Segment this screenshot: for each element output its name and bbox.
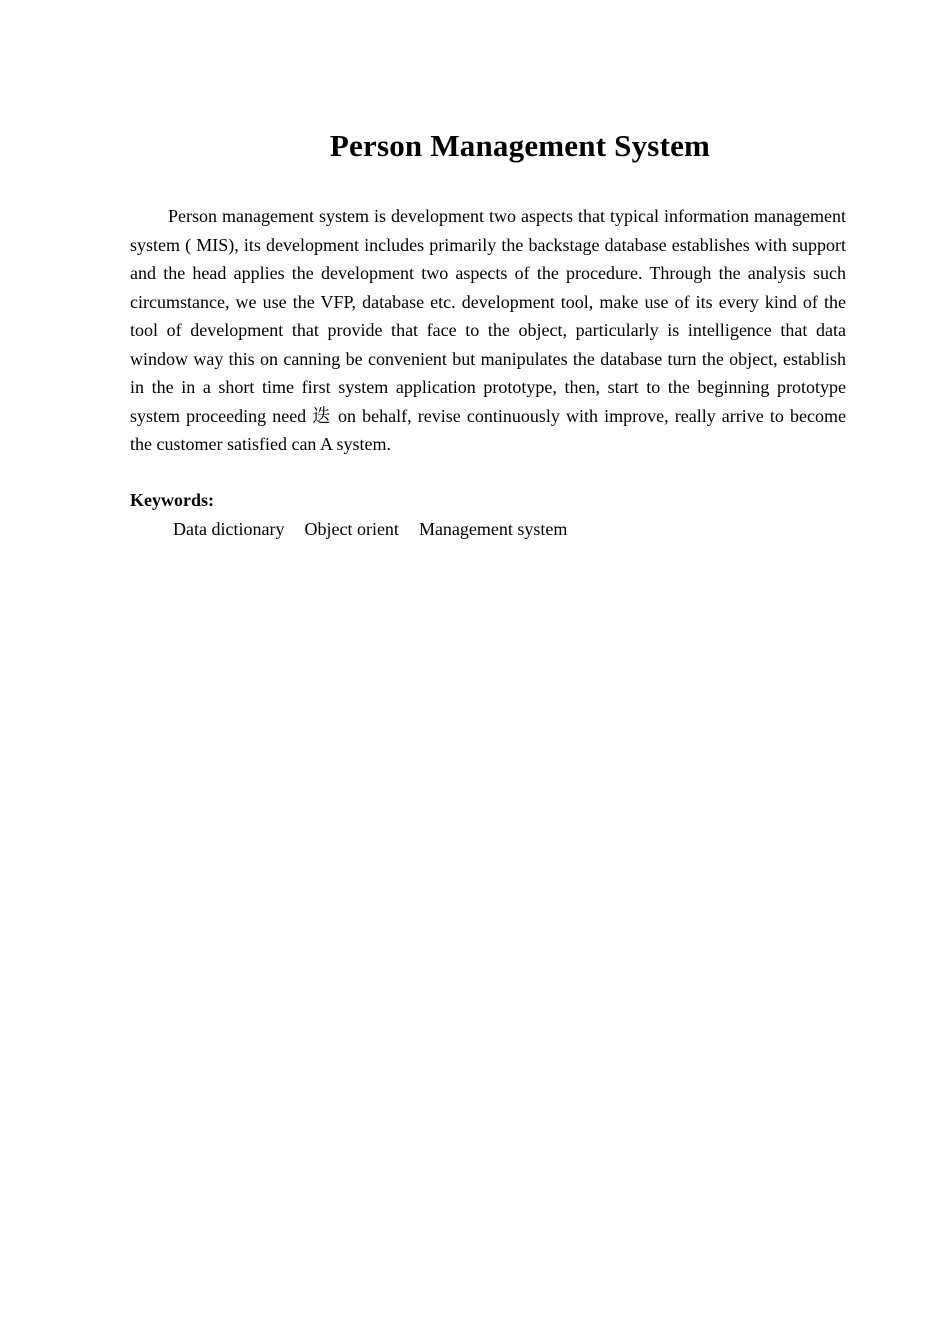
document-title: Person Management System bbox=[329, 128, 711, 163]
keywords-list bbox=[173, 515, 567, 544]
keyword-item: Object orient bbox=[304, 519, 399, 539]
keyword-item: Data dictionary bbox=[173, 519, 285, 539]
keyword-item: Management system bbox=[418, 519, 568, 539]
abstract-paragraph: Person management system is development two aspects that typical information management system ( MIS), its development includes primarily the backstage database establishes with support and the head applies the development two aspects of the procedure. Through the analysis such circumstance, we use the VFP, database etc. development tool, make use of its every kind of the tool of development that provide that face to the object, particularly is intelligence that data window way this on canning be convenient but manipulates the database turn the object, establish in the in a short time first system application prototype, then, start to the beginning prototype system proceeding need 迭 on behalf, revise continuously with improve, really arrive to become the customer satisfied can A system. bbox=[130, 206, 846, 454]
keywords-label: Keywords: bbox=[130, 490, 214, 510]
